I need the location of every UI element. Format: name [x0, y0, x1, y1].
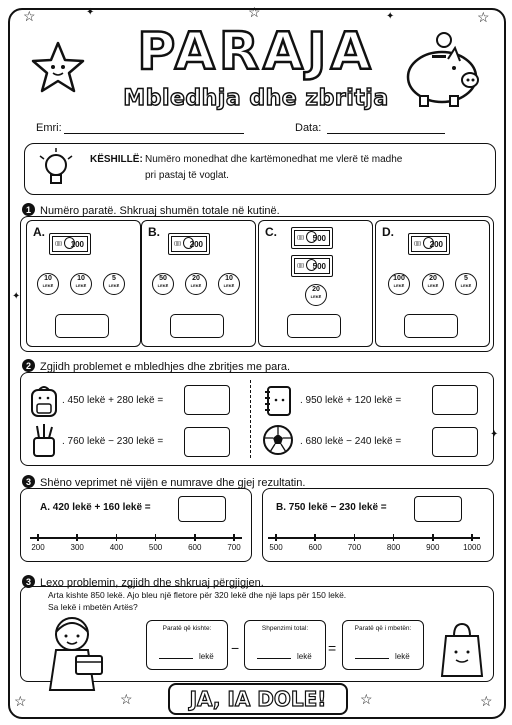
- number-line-tick: [471, 534, 473, 541]
- money-left-unit: lekë: [395, 652, 410, 661]
- card-label: A.: [33, 225, 45, 239]
- coin: 10 LEKË: [37, 273, 59, 295]
- star-icon: ☆: [477, 9, 490, 25]
- banknote: [49, 233, 91, 255]
- star-icon: ☆: [360, 691, 373, 707]
- coin: 10 LEKË: [70, 273, 92, 295]
- star-icon: ☆: [480, 693, 493, 709]
- answer-box[interactable]: [55, 314, 109, 338]
- total-spent-title: Shpenzimi total:: [261, 625, 309, 632]
- answer-box[interactable]: [184, 385, 230, 415]
- note-value: 200: [429, 239, 443, 249]
- total-spent-blank[interactable]: [257, 658, 291, 659]
- star-icon: ✦: [12, 291, 21, 302]
- star-icon: ☆: [120, 691, 133, 707]
- number-line-tick-label: 900: [426, 543, 440, 552]
- coin: 50 LEKË: [152, 273, 174, 295]
- money-card-b: [141, 220, 256, 347]
- tip-text-line1: Numëro monedhat dhe kartëmonedhat me vlerë të madhe: [145, 154, 403, 165]
- numberline-a-label: A. 420 lekë + 160 lekë =: [40, 502, 151, 513]
- section-number: 3: [22, 475, 35, 488]
- number-line-a: [30, 525, 242, 555]
- girl-with-wallet-illustration: [34, 612, 114, 692]
- money-had-blank[interactable]: [159, 658, 193, 659]
- problem-3: . 950 lekë + 120 lekë =: [300, 395, 402, 406]
- section-number: 3: [22, 575, 35, 588]
- story-line1: Arta kishte 850 lekë. Ajo bleu një fletore për 320 lekë dhe një laps për 150 lekë.: [48, 590, 347, 600]
- banknote: [291, 227, 333, 249]
- problem-4: . 680 lekë − 240 lekë =: [300, 436, 402, 447]
- number-line-tick-label: 600: [188, 543, 202, 552]
- note-value: 100: [70, 239, 84, 249]
- number-line-tick: [354, 534, 356, 541]
- note-value: 500: [312, 261, 326, 271]
- coin: 20 LEKË: [185, 273, 207, 295]
- note-marker: (|||): [414, 241, 422, 247]
- answer-box[interactable]: [404, 314, 458, 338]
- number-line-tick: [194, 534, 196, 541]
- star-icon: ✦: [86, 7, 95, 18]
- section1-instruction: Numëro paratë. Shkruaj shumën totale në kutinë.: [40, 205, 280, 217]
- number-line-tick: [37, 534, 39, 541]
- money-left-blank[interactable]: [355, 658, 389, 659]
- star-icon: ✦: [386, 11, 395, 22]
- note-marker: (|||): [174, 241, 182, 247]
- date-field[interactable]: [327, 133, 445, 134]
- number-line-b: [268, 525, 480, 555]
- banknote: [408, 233, 450, 255]
- coin: 10 LEKË: [218, 273, 240, 295]
- money-card-c: [258, 220, 373, 347]
- money-had-title: Paratë që kishte:: [162, 625, 212, 632]
- note-value: 500: [312, 233, 326, 243]
- money-had-unit: lekë: [199, 652, 214, 661]
- lightbulb-icon: [36, 148, 76, 190]
- section2-instruction: Zgjidh problemet e mbledhjes dhe zbritjes me para.: [40, 361, 291, 373]
- story-line2: Sa lekë i mbetën Artës?: [48, 602, 138, 612]
- shopping-bag-icon: [440, 622, 484, 678]
- answer-box[interactable]: [184, 427, 230, 457]
- money-had-box: [146, 620, 228, 670]
- notebook-icon: [262, 384, 294, 418]
- money-left-box: [342, 620, 424, 670]
- number-line-tick-label: 400: [109, 543, 124, 552]
- football-icon: [262, 424, 294, 456]
- coin: 20 LEKË: [305, 284, 327, 306]
- note-marker: (|||): [55, 241, 63, 247]
- footer-banner: JA, IA DOLE!: [168, 683, 348, 715]
- number-line-tick: [76, 534, 78, 541]
- section-number: 1: [22, 203, 35, 216]
- number-line-tick: [233, 534, 235, 541]
- page-subtitle: Mbledhja dhe zbritja: [123, 86, 389, 111]
- number-line-axis: [268, 537, 480, 539]
- coin: 100 LEKË: [388, 273, 410, 295]
- card-label: C.: [265, 225, 277, 239]
- number-line-tick-label: 700: [227, 543, 241, 552]
- minus-sign: −: [231, 640, 240, 656]
- section2-box: [20, 372, 494, 466]
- note-marker: (|||): [297, 235, 305, 241]
- coin: 20 LEKË: [422, 273, 444, 295]
- number-line-tick-label: 700: [347, 543, 362, 552]
- total-spent-unit: lekë: [297, 652, 312, 661]
- money-card-d: [375, 220, 490, 347]
- answer-box[interactable]: [432, 427, 478, 457]
- section-number: 2: [22, 359, 35, 372]
- note-marker: (|||): [297, 263, 305, 269]
- tip-label: KËSHILLË:: [90, 154, 143, 165]
- answer-box[interactable]: [414, 496, 462, 522]
- section3-instruction: Shëno veprimet në vijën e numrave dhe gjej rezultatin.: [40, 477, 306, 489]
- tip-text-line2: pri pastaj të voglat.: [145, 170, 229, 181]
- star-icon: ☆: [14, 693, 27, 709]
- coin: 5 LEKË: [455, 273, 477, 295]
- date-label: Data:: [295, 122, 322, 134]
- problem-1: . 450 lekë + 280 lekë =: [62, 395, 164, 406]
- number-line-tick: [432, 534, 434, 541]
- answer-box[interactable]: [178, 496, 226, 522]
- number-line-tick: [155, 534, 157, 541]
- card-label: B.: [148, 225, 160, 239]
- total-spent-box: [244, 620, 326, 670]
- answer-box[interactable]: [170, 314, 224, 338]
- banknote: [168, 233, 210, 255]
- piggy-bank-icon: [402, 30, 486, 110]
- section4-instruction: Lexo problemin, zgjidh dhe shkruaj përgjigjen.: [40, 577, 264, 589]
- number-line-tick: [275, 534, 277, 541]
- numberline-b-label: B. 750 lekë − 230 lekë =: [276, 502, 387, 513]
- number-line-tick: [393, 534, 395, 541]
- answer-box[interactable]: [432, 385, 478, 415]
- tip-box: [24, 143, 496, 195]
- star-icon: ✦: [490, 429, 499, 440]
- number-line-tick-label: 300: [70, 543, 84, 552]
- number-line-tick-label: 500: [148, 543, 163, 552]
- problem-2: . 760 lekë − 230 lekë =: [62, 436, 164, 447]
- number-line-tick: [314, 534, 316, 541]
- number-line-tick: [116, 534, 118, 541]
- pencil-cup-icon: [30, 424, 58, 458]
- number-line-tick-label: 200: [31, 543, 45, 552]
- answer-box[interactable]: [287, 314, 341, 338]
- money-left-title: Paratë që i mbetën:: [354, 625, 412, 632]
- star-icon: ☆: [23, 8, 36, 24]
- divider: [250, 380, 251, 458]
- number-line-tick-label: 1000: [463, 543, 481, 552]
- name-label: Emri:: [36, 122, 62, 134]
- name-field[interactable]: [64, 133, 244, 134]
- number-line-tick-label: 800: [386, 543, 401, 552]
- money-card-a: [26, 220, 141, 347]
- equals-sign: =: [328, 640, 337, 656]
- page-title: PARAJA: [137, 22, 375, 82]
- note-value: 200: [189, 239, 203, 249]
- number-line-tick-label: 600: [308, 543, 322, 552]
- star-icon: ☆: [248, 4, 261, 20]
- backpack-icon: [28, 384, 60, 418]
- banknote: [291, 255, 333, 277]
- coin: 5 LEKË: [103, 273, 125, 295]
- number-line-tick-label: 500: [269, 543, 283, 552]
- card-label: D.: [382, 225, 394, 239]
- number-line-axis: [30, 537, 242, 539]
